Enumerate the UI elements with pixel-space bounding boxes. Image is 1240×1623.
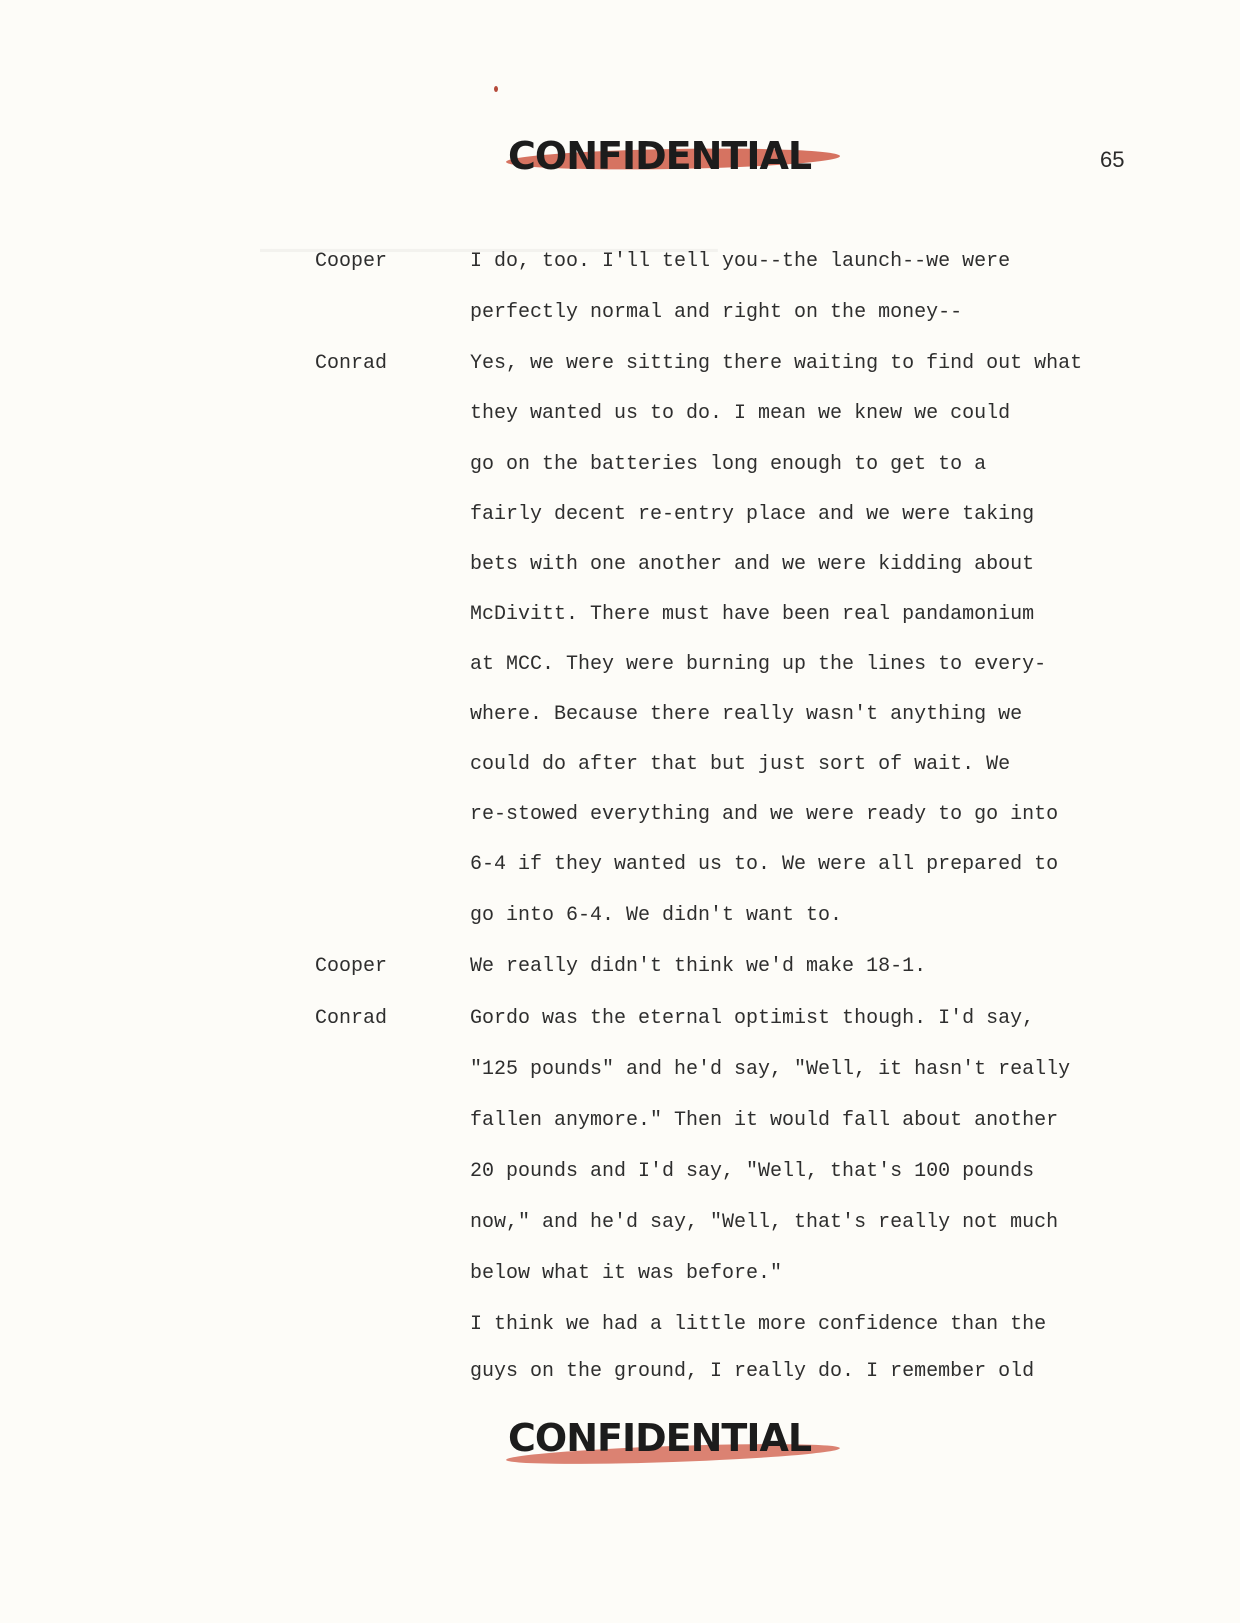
transcript-line: where. Because there really wasn't anything we: [470, 703, 1023, 726]
transcript-line: McDivitt. There must have been real pandamonium: [470, 603, 1035, 626]
transcript-line: Gordo was the eternal optimist though. I'd say,: [470, 1007, 1035, 1030]
transcript-line: bets with one another and we were kidding about: [470, 553, 1035, 576]
transcript-line: "125 pounds" and he'd say, "Well, it hasn't really: [470, 1058, 1071, 1081]
page-number: 65: [1100, 147, 1125, 172]
speaker-name: Conrad: [315, 1007, 388, 1030]
transcript-line: now," and he'd say, "Well, that's really not much: [470, 1211, 1059, 1234]
transcript-line: 20 pounds and I'd say, "Well, that's 100 pounds: [470, 1160, 1035, 1183]
transcript-line: We really didn't think we'd make 18-1.: [470, 955, 927, 978]
transcript-line: could do after that but just sort of wait. We: [470, 753, 1011, 776]
transcript-line: re-stowed everything and we were ready to go into: [470, 803, 1059, 826]
transcript-line: go on the batteries long enough to get to a: [470, 453, 987, 476]
confidential-stamp-top: [500, 128, 840, 188]
confidential-stamp-text: CONFIDENTIAL: [508, 134, 812, 178]
speaker-name: Cooper: [315, 250, 388, 273]
transcript-line: perfectly normal and right on the money--: [470, 301, 963, 324]
transcript-line: I think we had a little more confidence than the: [470, 1313, 1047, 1336]
transcript-line: go into 6-4. We didn't want to.: [470, 904, 843, 927]
confidential-stamp-bottom: [500, 1410, 840, 1470]
transcript-line: fairly decent re-entry place and we were taking: [470, 503, 1035, 526]
transcript-line: 6-4 if they wanted us to. We were all prepared to: [470, 853, 1059, 876]
speaker-name: Conrad: [315, 352, 388, 375]
transcript-line: at MCC. They were burning up the lines to every-: [470, 653, 1047, 676]
transcript-line: they wanted us to do. I mean we knew we could: [470, 402, 1011, 425]
transcript-line: guys on the ground, I really do. I remember old: [470, 1360, 1035, 1383]
confidential-stamp-text: CONFIDENTIAL: [508, 1416, 812, 1460]
speaker-name: Cooper: [315, 955, 388, 978]
transcript-line: I do, too. I'll tell you--the launch--we were: [470, 250, 1011, 273]
ink-speck: [494, 86, 498, 92]
transcript-line: fallen anymore." Then it would fall about another: [470, 1109, 1059, 1132]
transcript-line: below what it was before.": [470, 1262, 783, 1285]
transcript-line: Yes, we were sitting there waiting to find out what: [470, 352, 1083, 375]
